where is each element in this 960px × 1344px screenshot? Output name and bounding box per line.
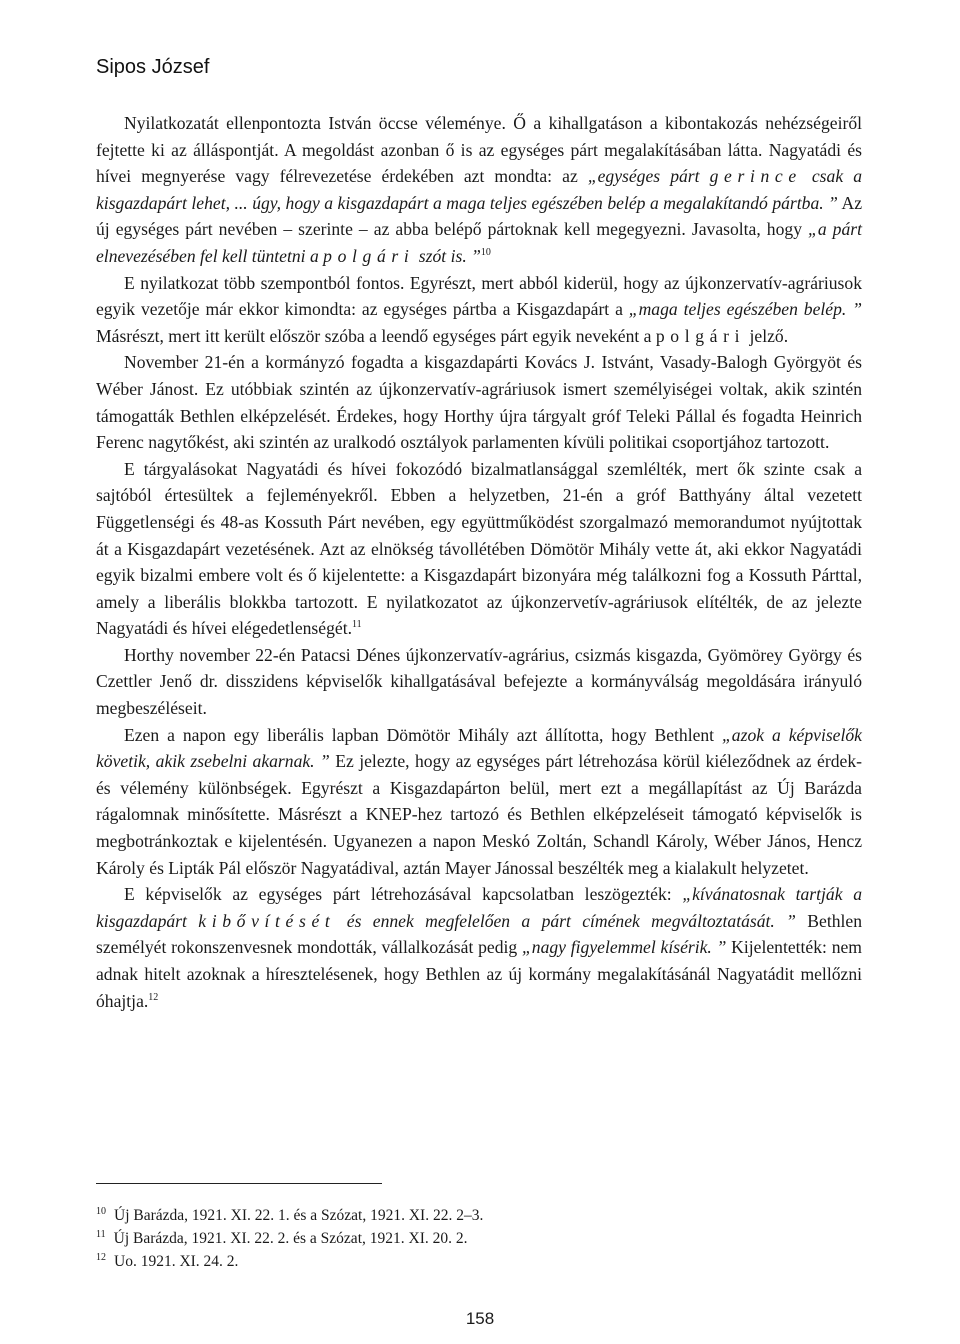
text-run: Ez jelezte, hogy az egységes párt létrehozása körül kiéleződnek az érdek- és vélemény különbségek. Egyrészt a Kisgazdapárton belül, mert ezt a megállapítást az Új Barázda rágalomnak minősítette. Másrészt a KNEP-hez tartozó és Bethlen elképzeléseit támogató képviselők is megbotránkoztak e kijelentésén. Ugyanezen a napon Meskó Zoltán, Schandl Károly, Wéber János, Hencz Károly és Lipták Pál először Nagyatádival, aztán Mayer Jánossal beszélték meg a kialakult helyzetet. xyxy=(96,751,862,878)
italic-quote: „azok a képviselők követik, akik zsebelni akarnak. ” xyxy=(96,724,862,772)
italic-quote: „nagy figyelemmel kísérik. ” xyxy=(521,937,727,958)
body-text xyxy=(96,110,862,1014)
spaced-emphasis: kibővítését xyxy=(198,910,336,931)
text-run: Kijelentették: nem adnak hitelt azoknak a híresztelésenek, hogy Bethlen az új kormány megalakításánál Nagyatádit mellőzni óhajtja. xyxy=(96,937,862,1011)
footnote-ref: 11 xyxy=(351,619,362,631)
paragraph xyxy=(96,722,862,882)
paragraph xyxy=(96,110,862,270)
paragraph xyxy=(96,456,862,642)
footnote-text: Új Barázda, 1921. XI. 22. 1. és a Szózat, 1921. XI. 22. 2–3. xyxy=(114,1207,484,1224)
footnote-number: 11 xyxy=(96,1229,106,1240)
spaced-emphasis: gerince xyxy=(709,166,802,187)
footnote xyxy=(96,1204,862,1227)
paragraph xyxy=(96,881,862,1014)
footnote-number: 10 xyxy=(96,1206,106,1217)
spaced-emphasis: polgári xyxy=(323,245,415,266)
footnote-number: 12 xyxy=(96,1252,106,1263)
italic-quote: csak a kisgazdapárt lehet, ... úgy, hogy a kisgazdapárt a maga teljes egészében belép a megalakítandó pártba. ” xyxy=(96,166,862,213)
text-run: jelző. xyxy=(745,325,789,346)
text-run: Horthy november 22-én Patacsi Dénes újkonzervatív-agrárius, csizmás kisgazda, Gyömörey György és Czettler Jenő dr. disszidens képviselők kihallgatásával befejezte a kormányválság megoldására irányuló megbeszéléseit. xyxy=(96,644,862,719)
italic-quote: „maga teljes egészében belép. ” xyxy=(628,299,862,320)
footnote-ref: 12 xyxy=(148,991,159,1003)
text-run: E képviselők az egységes párt létrehozásával kapcsolatban leszögezték: xyxy=(124,884,683,905)
text-run: E nyilatkozat több szempontból fontos. Egyrészt, mert abból kiderül, hogy az újkonzervatív-agráriusok egyik vezetője már ekkor kimondta: az egységes pártba a Kisgazdapárt a xyxy=(96,272,862,320)
text-run: Az új egységes párt nevében – szerinte – az abba belépő pártoknak kell megegyezni. Javasolta, hogy xyxy=(96,192,863,240)
footnote-text: Uo. 1921. XI. 24. 2. xyxy=(114,1253,239,1270)
spaced-emphasis: polgári xyxy=(655,325,746,346)
footnotes xyxy=(96,1204,862,1273)
italic-quote: szót is. ” xyxy=(414,245,481,266)
running-header-author: Sipos József xyxy=(96,56,210,78)
footnote-ref: 10 xyxy=(480,246,491,258)
italic-quote: és ennek megfelelően a párt címének megváltoztatását. ” xyxy=(335,910,796,931)
page-number: 158 xyxy=(465,1309,495,1328)
text-run: November 21-én a kormányzó fogadta a kisgazdapárti Kovács J. Istvánt, Vasady-Balogh Györgyöt és Wéber Jánost. Ez utóbbiak szintén az újkonzervatív-agráriusok ismert személyiségei voltak, akik szintén támogatták Bethlen elképzelését. Érdekes, hogy Horthy újra tárgyalt gróf Teleki Pállal és fogadta Heinrich Ferenc nagytőkést, aki szintén az uralkodó osztályok parlamenten kívüli politikai csoportjához tartozott. xyxy=(96,352,862,453)
paragraph xyxy=(96,349,862,455)
footnote xyxy=(96,1227,862,1250)
paragraph xyxy=(96,642,862,722)
footnote xyxy=(96,1250,862,1273)
text-run: Ezen a napon egy liberális lapban Dömötör Mihály azt állította, hogy Bethlent xyxy=(124,724,723,745)
italic-quote: „egységes párt xyxy=(587,166,710,187)
italic-quote: „kívánatosnak tartják a kisgazdapárt xyxy=(96,884,863,931)
paragraph xyxy=(96,270,862,350)
text-run: Másrészt, mert itt került először szóba a leendő egységes párt egyik neveként a xyxy=(96,325,656,346)
footnote-divider xyxy=(96,1183,382,1184)
text-run: E tárgyalásokat Nagyatádi és hívei fokozódó bizalmatlansággal szemlélték, mert ők szinte csak a sajtóból értesültek a fejleményekről. Ebben a helyzetben, 21-én a gróf Batthyány által vezetett Függetlenségi és 48-as Kossuth Párt nevében, egy együttműködést szorgalmazó memorandumot nyújtottak át a Kisgazdapárt vezetésének. Azt az elnökség távollétében Dömötör Mihály vette át, aki ekkor Nagyatádi egyik bizalmi embere volt és ő kijelentette: a Kisgazdapárt bizonyára még találkozni fog a Kossuth Párttal, amely a liberális blokkba tartozott. E nyilatkozatot az újkonzervetív-agráriusok elítélték, de az jelezte Nagyatádi és hívei elégedetlenségét. xyxy=(96,458,862,639)
text-run: Bethlen személyét rokonszenvesnek mondották, vállalkozását pedig xyxy=(96,910,862,958)
text-run: Nyilatkozatát ellenpontozta István öccse véleménye. Ő a kihallgatáson a kibontakozás nehézségeiről fejtette ki az álláspontját. A megoldást azonban ő is az egységes párt megalakításában látta. Nagyatádi és hívei megnyerése vagy félrevezetése érdekében azt mondta: az xyxy=(96,113,862,187)
italic-quote: „a párt elnevezésében fel kell tüntetni a xyxy=(96,219,863,266)
footnote-text: Új Barázda, 1921. XI. 22. 2. és a Szózat, 1921. XI. 20. 2. xyxy=(113,1230,468,1247)
